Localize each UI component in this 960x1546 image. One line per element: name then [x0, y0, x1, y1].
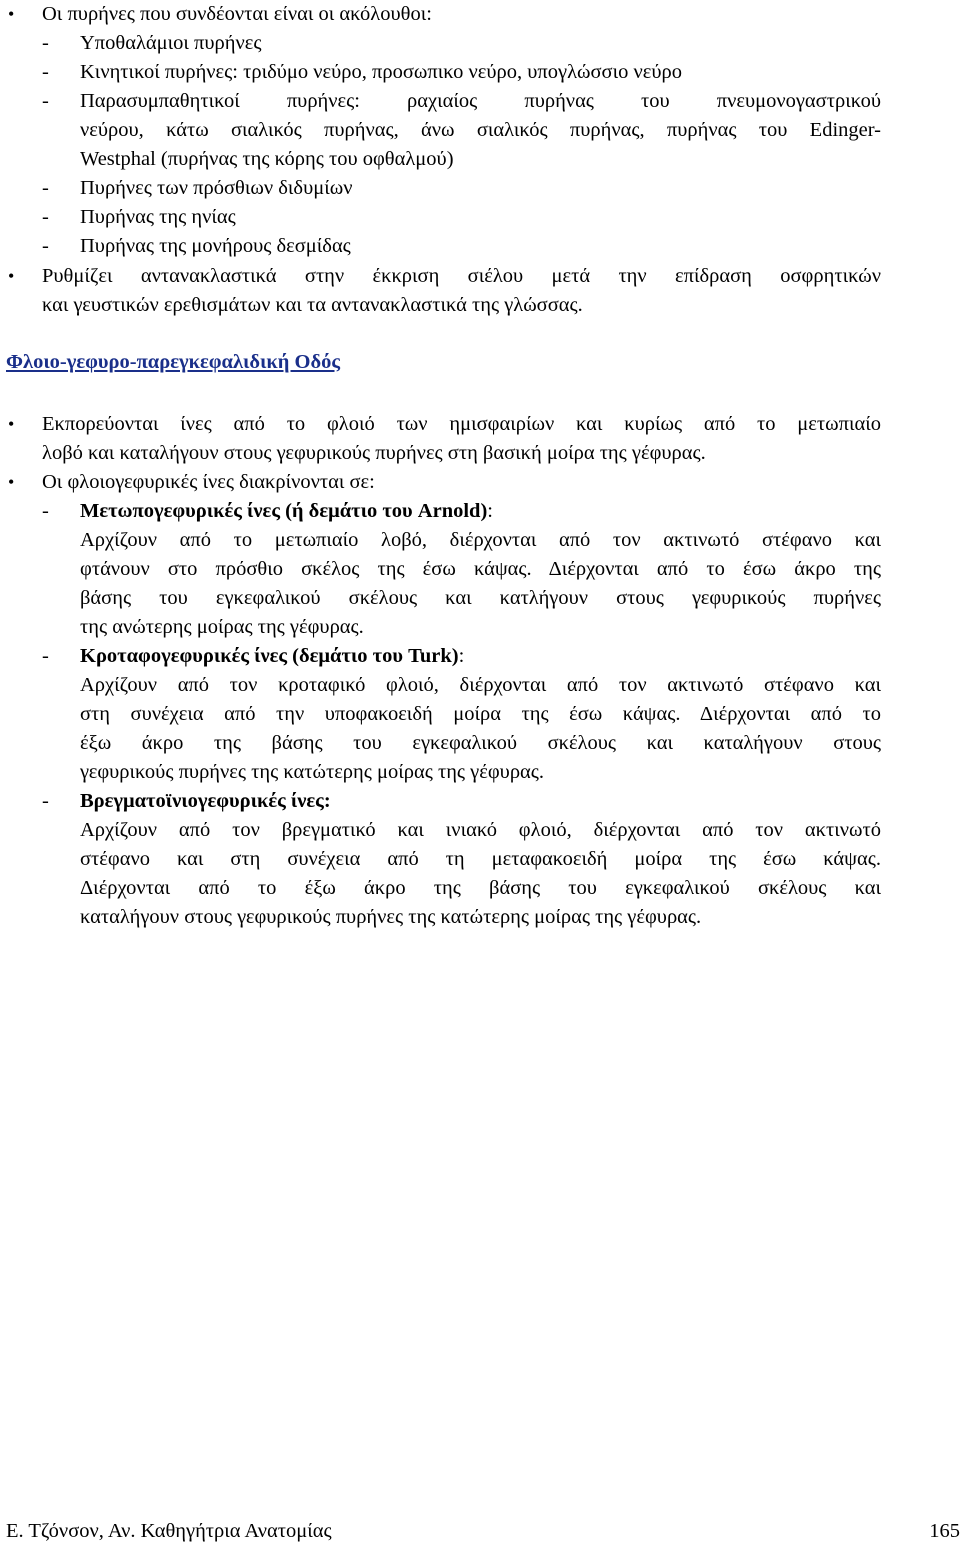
- paragraph-line: της ανώτερης μοίρας της γέφυρας.: [80, 616, 364, 638]
- bullet-marker: •: [8, 472, 15, 492]
- dash-marker: -: [42, 177, 49, 199]
- dash-marker: -: [42, 90, 49, 112]
- dash-marker: -: [42, 61, 49, 83]
- page-number: 165: [929, 1520, 960, 1542]
- dash-marker: -: [42, 235, 49, 257]
- paragraph-line: Αρχίζουν από το μετωπιαίο λοβό, διέρχονται από τον ακτινωτό στέφανο και: [80, 529, 881, 551]
- dash-marker: -: [42, 645, 49, 667]
- bullet-marker: •: [8, 266, 15, 286]
- group-title-colon: :: [458, 645, 465, 667]
- group-title-text: Βρεγματοϊνιογεφυρικές ίνες:: [80, 790, 331, 812]
- group-title-colon: :: [487, 500, 493, 522]
- list-item-continuation: Westphal (πυρήνας της κόρης του οφθαλμού): [80, 148, 454, 170]
- dash-marker: -: [42, 500, 49, 522]
- paragraph-line: φτάνουν στο πρόσθιο σκέλος της έσω κάψας. Διέρχονται από το έσω άκρο της: [80, 558, 881, 580]
- group-title-temporopontine: [80, 642, 464, 671]
- paragraph-line: Αρχίζουν από τον βρεγματικό και ινιακό φλοιό, διέρχονται από τον ακτινωτό: [80, 819, 881, 841]
- list-item-continuation: και γευστικών ερεθισμάτων και τα αντανακλαστικά της γλώσσας.: [42, 294, 583, 316]
- list-item: Ρυθμίζει αντανακλαστικά στην έκκριση σιέλου μετά την επίδραση οσφρητικών: [42, 265, 881, 287]
- group-title-parieto-occipitopontine: [80, 787, 331, 816]
- dash-marker: -: [42, 32, 49, 54]
- list-item: Υποθαλάμιοι πυρήνες: [80, 32, 262, 54]
- list-item: Οι πυρήνες που συνδέονται είναι οι ακόλουθοι:: [42, 3, 432, 25]
- bullet-marker: •: [8, 414, 15, 434]
- list-item: Οι φλοιογεφυρικές ίνες διακρίνονται σε:: [42, 471, 375, 493]
- list-item: Πυρήνες των πρόσθιων διδυμίων: [80, 177, 353, 199]
- list-item: Εκπορεύονται ίνες από το φλοιό των ημισφαιρίων και κυρίως από το μετωπιαίο: [42, 413, 881, 435]
- list-item-continuation: νεύρου, κάτω σιαλικός πυρήνας, άνω σιαλικός πυρήνας, πυρήνας του Edinger-: [80, 119, 881, 141]
- list-item-continuation: λοβό και καταλήγουν στους γεφυρικούς πυρήνες στη βασική μοίρα της γέφυρας.: [42, 442, 706, 464]
- section-heading: Φλοιο-γεφυρο-παρεγκεφαλιδική Οδός: [6, 351, 340, 373]
- paragraph-line: γεφυρικούς πυρήνες της κατώτερης μοίρας της γέφυρας.: [80, 761, 545, 783]
- group-title-frontopontine: [80, 497, 493, 526]
- list-item: Παρασυμπαθητικοί πυρήνες: ραχιαίος πυρήνας του πνευμονογαστρικού: [80, 90, 881, 112]
- list-item: Πυρήνας της μονήρους δεσμίδας: [80, 235, 351, 257]
- dash-marker: -: [42, 790, 49, 812]
- paragraph-line: βάσης του εγκεφαλικού σκέλους και κατλήγουν στους γεφυρικούς πυρήνες: [80, 587, 881, 609]
- list-item: Πυρήνας της ηνίας: [80, 206, 236, 228]
- page-footer: [6, 1516, 960, 1546]
- footer-author: Ε. Τζόνσον, Αν. Καθηγήτρια Ανατομίας: [6, 1520, 332, 1542]
- bullet-marker: •: [8, 4, 15, 24]
- dash-marker: -: [42, 206, 49, 228]
- group-title-text: Κροταφογεφυρικές ίνες (δεμάτιο του Turk): [80, 645, 459, 667]
- list-item: Κινητικοί πυρήνες: τριδύμο νεύρο, προσωπικο νεύρο, υπογλώσσιο νεύρο: [80, 61, 683, 83]
- paragraph-line: Διέρχονται από το έξω άκρο της βάσης του εγκεφαλικού σκέλους και: [80, 877, 881, 899]
- paragraph-line: έξω άκρο της βάσης του εγκεφαλικού σκέλους και καταλήγουν στους: [80, 732, 881, 754]
- paragraph-line: Αρχίζουν από τον κροταφικό φλοιό, διέρχονται από τον ακτινωτό στέφανο και: [80, 674, 881, 696]
- paragraph-line: στη συνέχεια από την υποφακοειδή μοίρα της έσω κάψας. Διέρχονται από το: [80, 703, 881, 725]
- paragraph-line: στέφανο και στη συνέχεια από τη μεταφακοειδή μοίρα της έσω κάψας.: [80, 848, 881, 870]
- paragraph-line: καταλήγουν στους γεφυρικούς πυρήνες της κατώτερης μοίρας της γέφυρας.: [80, 906, 702, 928]
- group-title-text: Μετωπογεφυρικές ίνες (ή δεμάτιο του Arnold): [80, 500, 488, 522]
